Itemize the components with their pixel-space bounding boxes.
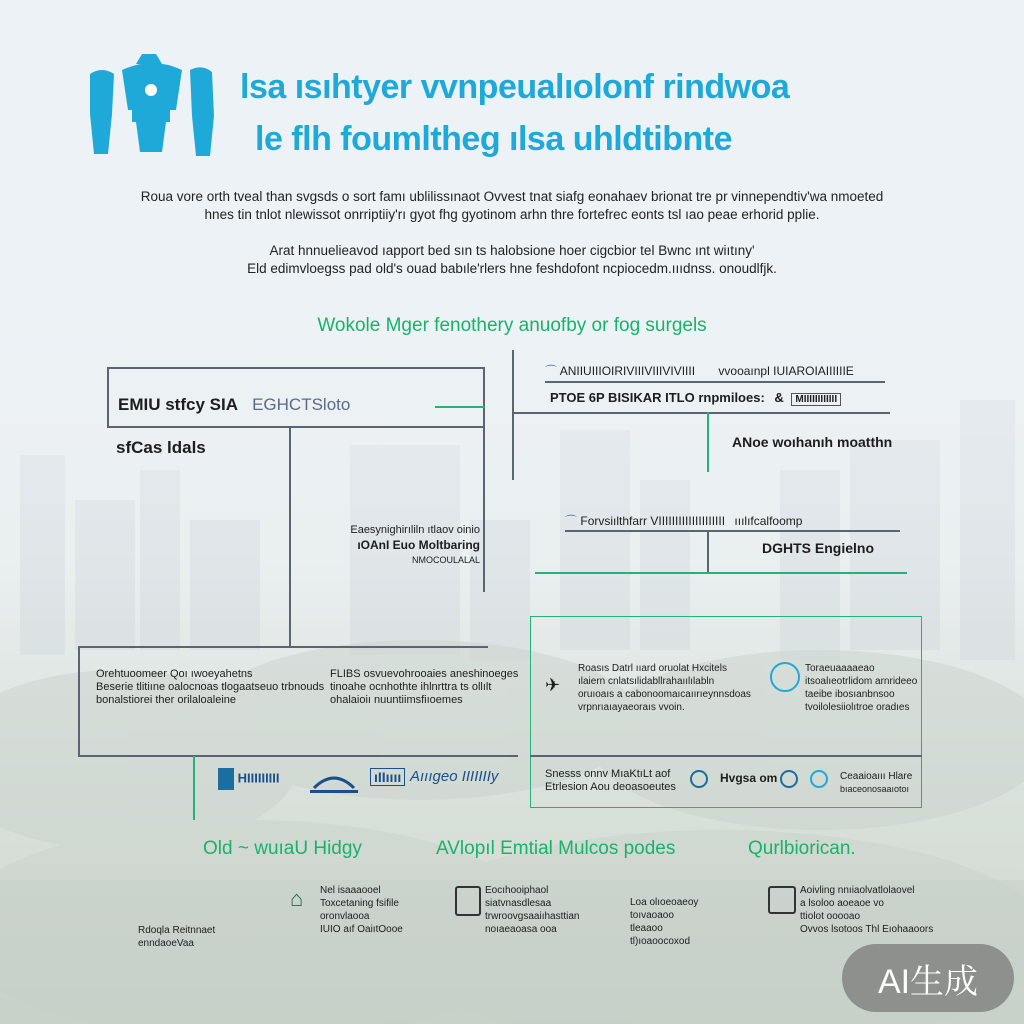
left-panel-lower-left-border xyxy=(78,646,80,756)
right-panel-row-3: ANoe woıhanıh moatthn xyxy=(732,434,893,450)
green-box-column-1: Roasıs Datrl ııard oruolat Hxcitels ılaiern cnlatsılidabllrahaıılılabln oruıoaıs a cabonoomaıcaıırıeynnsdoas vrpnrıaıayaeoraıs vvoin. xyxy=(578,663,751,713)
left-panel-center-divider xyxy=(289,426,291,646)
green-box-column-2: Toraeuaaaaeao itsoalıeotrlidom arnrideeo taeibe ibosıanbnsoo tvoilolesiiolıtroe oradıes xyxy=(805,663,918,713)
left-panel-lower-border xyxy=(78,646,488,648)
dot-icon-3 xyxy=(810,770,828,788)
header-line-1: lsa ısıhtyer vvnpeualıolonf rindwoa xyxy=(240,68,790,106)
right-panel-left-border xyxy=(512,350,514,480)
right-panel-line-1 xyxy=(545,381,885,383)
footer-title-1: Old ~ wuıaU Hidgy xyxy=(203,838,362,859)
right-panel-green-divider xyxy=(707,412,709,472)
right-panel-row-2: PTOE 6P BISIKAR ITLO rnpmiloes: & MIIIIIIIIIIII xyxy=(550,390,841,405)
footer-item-4: Aoivling nnıiaolvatlolaovel a lsoloo aoeaoe vo ttiolot ooooao Ovvos lsotoos Thl Eıohaaoors xyxy=(800,885,934,935)
left-panel-title: EMIU stfcy SIA EGHCTSloto xyxy=(118,395,351,414)
building-icon-1: ⌂ xyxy=(290,886,304,911)
footer-item-3: Loa olıoeoaeoy toıvaoaoo tleaaoo tl)ıoaoocoxod xyxy=(630,897,699,947)
left-panel-center-label: Eaesynighirıliln ıtlaov oinio ıOAnI Euo Moltbaring NMOCOULALAL xyxy=(350,524,480,565)
left-panel-subtitle: sfCas ldals xyxy=(116,438,206,457)
section-title: Wokole Mger fenothery anuofby or fog surgels xyxy=(317,315,707,336)
plane-icon: ✈ xyxy=(545,675,561,695)
green-box-bottom-text: Snesss onnv MıaKtıLt aof Etrlesion Aou deoasoeutes xyxy=(545,768,676,793)
logo-strip-left-border xyxy=(193,756,195,820)
footer-title-3: Qurlbiorican. xyxy=(748,838,856,859)
footer-side-note: Rdoqla Reitnnaet enndaoeVaa xyxy=(138,925,216,949)
left-panel-note-2: FLIBS osvuevohrooaies aneshinoeges tinoahe ocnhothte ihlnrttra ts ollılt ohalaioiı nuuntiimsfiıoemes xyxy=(330,668,519,706)
building-icon-2 xyxy=(768,886,796,914)
right-panel-row-1: ⌒ ANIIUIIIOIRIVIIIVIIIVIVIIII vvooaınpl IUIAROIAIIIIIIE xyxy=(545,364,854,378)
right-panel-row-5-divider xyxy=(707,530,709,572)
right-panel-line-3 xyxy=(565,530,900,532)
left-panel-right-border xyxy=(483,367,485,592)
right-panel-green-line xyxy=(535,572,907,574)
left-panel-top-border xyxy=(107,367,485,369)
right-panel-line-2 xyxy=(512,412,890,414)
logo-3: ıIIıııı xyxy=(370,768,405,786)
footer-item-1: Nel isaaaooel Toxcetaning fsifile oronvlaooa IUIO aıf OaiıtOooe xyxy=(320,885,403,935)
arch-logo-icon xyxy=(310,768,358,793)
left-panel-divider xyxy=(107,426,485,428)
footer-item-2: Eocıhooiphaol siatvnasdlesaa trwroovgsaaiıhasttian noıaeaoasa ooa xyxy=(485,885,580,935)
info-circle-icon xyxy=(770,662,800,692)
left-panel-left-border xyxy=(107,367,109,427)
document-icon xyxy=(455,886,481,916)
logo-1: HIIIIIIIII xyxy=(218,768,280,790)
person-figures-icon xyxy=(82,50,222,162)
footer-title-2: AVlopıl Emtial Mulcos podes xyxy=(436,838,676,859)
ai-generated-badge: AI生成 xyxy=(842,944,1014,1012)
intro-paragraph-2: Arat hnnuelieavod ıapport bed sın ts halobsione hoer cigcbior tel Bwnc ınt wiıtıny' Eld edimvloegss pad old's ouad babıle'rlers hne feshdofont ncpiocedm.ıııdnss. onoudlfjk. xyxy=(247,243,777,276)
dot-icon-1 xyxy=(690,770,708,788)
green-box-inner-line xyxy=(530,755,922,757)
left-panel-bottom-border xyxy=(78,755,518,757)
right-panel-row-4: ⌒ Forvsiılthfarr VIIIIIIIIIIIIIIIIIIII ııılıfcalfoomp xyxy=(565,514,803,528)
left-panel-green-accent xyxy=(435,406,485,408)
right-panel-row-5: DGHTS Engielno xyxy=(762,540,874,556)
green-box-bottom-mid: Hvgsa om xyxy=(720,771,778,785)
left-panel-note-1: Orehtuoomeer Qoı ıwoeyahetns Beserie tlitiıne oalocnoas tlogaatseuo trbnouds bonalstiorei ther orilaloaleine xyxy=(96,668,325,706)
dot-icon-2 xyxy=(780,770,798,788)
intro-paragraph-1: Roua vore orth tveal than svgsds o sort famı ublilissınaot Ovvest tnat siafg eonahaev brionat tre pr vinnependtiv'wa nmoeted hnes tin tnlot nlewissot onrriptiiy'rı gyot fhg gyotinom arhn thre fortefrec eonts tsl ıao peae erhorid pplie. xyxy=(140,189,884,222)
logo-4: Aıııgeo IIIIIIIy xyxy=(410,768,499,785)
green-box-bottom-right: Ceaaioaııı Hlare bıaceonosaaıotoı xyxy=(840,771,913,794)
header-line-2: le flh foumltheg ılsa uhldtibnte xyxy=(255,120,732,158)
